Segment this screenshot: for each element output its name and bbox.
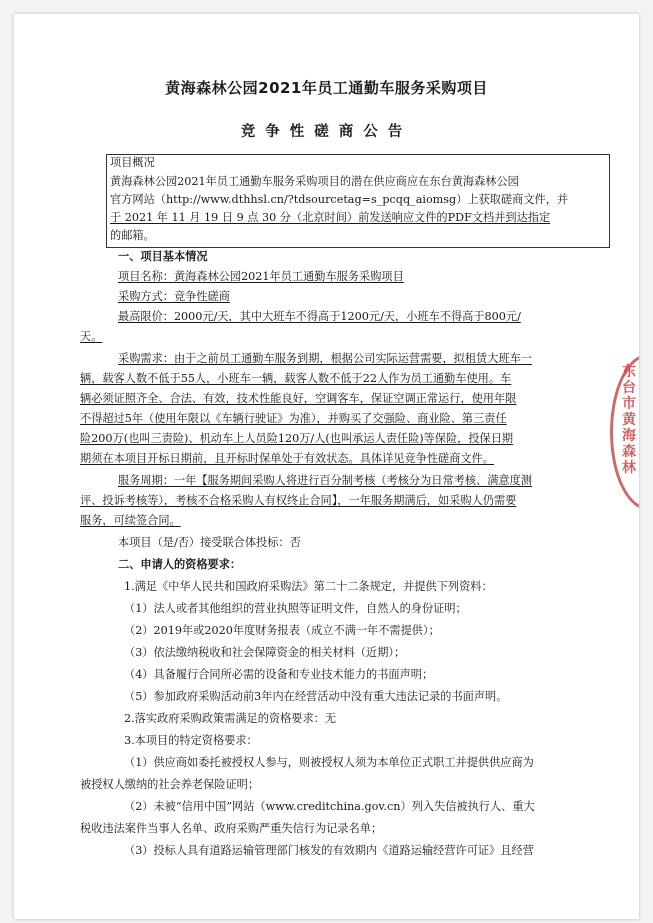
overview-line: 黄海森林公园2021年员工通勤车服务采购项目的潜在供应商应在东台黄海森林公园 <box>110 175 519 188</box>
overview-heading: 项目概况 <box>110 156 155 169</box>
qualification-subitem: （3）依法缴纳税收和社会保障资金的相关材料（近期）； <box>124 646 406 659</box>
qualification-subitem: （1）法人或者其他组织的营业执照等证明文件，自然人的身份证明； <box>124 602 467 615</box>
specific-requirement: 被授权人缴纳的社会养老保险证明； <box>80 778 260 791</box>
document-subtitle: 竞争性磋商公告 <box>240 124 413 140</box>
qualification-subitem: （2）2019年或2020年度财务报表（成立不满一年不需提供）； <box>124 624 440 637</box>
qualification-item: 2.落实政府采购政策需满足的资格要求：无 <box>124 712 337 725</box>
qualification-item: 1.满足《中华人民共和国政府采购法》第二十二条规定，并提供下列资料： <box>124 580 493 593</box>
max-price-line: 最高限价：2000元/天，其中大班车不得高于1200元/天，小班车不得高于800元/ <box>118 310 521 323</box>
demand-line: 险200万(也叫三责险)、机动车上人员险120万/人(也叫承运人责任险)等保险，投保日期 <box>80 432 514 445</box>
qualification-subitem: （5）参加政府采购活动前3年内在经营活动中没有重大违法记录的书面声明。 <box>124 690 508 703</box>
overview-line: 于 2021 年 11 月 19 日 9 点 30 分（北京时间）前发送响应文件的PDF文档并到达指定 <box>110 211 551 224</box>
overview-line: 的邮箱。 <box>110 229 155 242</box>
service-period-line: 服务，可续签合同。 <box>80 514 181 527</box>
overview-line: 官方网站（http://www.dthhsl.cn/?tdsourcetag=s_pcqq_aiomsg）上获取磋商文件，并 <box>110 193 569 206</box>
document-title: 黄海森林公园2021年员工通勤车服务采购项目 <box>165 79 488 97</box>
document-page <box>14 14 639 919</box>
qualification-subitem: （4）具备履行合同所必需的设备和专业技术能力的书面声明； <box>124 668 434 681</box>
max-price-line: 天。 <box>80 330 103 343</box>
specific-requirement: （2）未被“信用中国”网站（www.creditchina.gov.cn）列入失信被执行人、重大 <box>124 800 535 813</box>
service-period-line: 评、投诉考核等），考核不合格采购人有权终止合同】，一年服务期满后，如采购人仍需要 <box>80 494 517 507</box>
demand-line: 期须在本项目开标日期前，且开标时保单处于有效状态。具体详见竞争性磋商文件。 <box>80 452 494 465</box>
demand-line: 采购需求：由于之前员工通勤车服务到期，根据公司实际运营需要，拟租赁大班车一 <box>118 352 532 365</box>
demand-line: 辆，载客人数不低于55人，小班车一辆，载客人数不低于22人作为员工通勤车使用。车 <box>80 372 512 385</box>
specific-requirement: 税收违法案件当事人名单、政府采购严重失信行为记录名单； <box>80 822 383 835</box>
seal-text: 东 台 市 黄 海 森 林 <box>622 364 636 476</box>
specific-requirement: （3）投标人具有道路运输管理部门核发的有效期内《道路运输经营许可证》且经营 <box>124 844 534 857</box>
specific-requirement: （1）供应商如委托被授权人参与，则被授权人须为本单位正式职工并提供供应商为 <box>124 756 534 769</box>
demand-line: 辆必须证照齐全、合法、有效，技术性能良好，空调客车，保证空调正常运行，使用年限 <box>80 392 517 405</box>
consortium-line: 本项目（是/否）接受联合体投标：否 <box>118 536 301 549</box>
qualification-item: 3.本项目的特定资格要求： <box>124 734 258 747</box>
demand-line: 不得超过5年（使用年限以《车辆行驶证》为准），并购买了交强险、商业险、第三责任 <box>80 412 507 425</box>
service-period-line: 服务周期：一年【服务期间采购人将进行百分制考核（考核分为日常考核、满意度测 <box>118 474 532 487</box>
section-heading: 二、申请人的资格要求： <box>118 558 242 571</box>
project-name: 项目名称：黄海森林公园2021年员工通勤车服务采购项目 <box>118 270 404 283</box>
procurement-method: 采购方式：竞争性磋商 <box>118 290 230 303</box>
section-heading: 一、项目基本情况 <box>118 250 208 263</box>
